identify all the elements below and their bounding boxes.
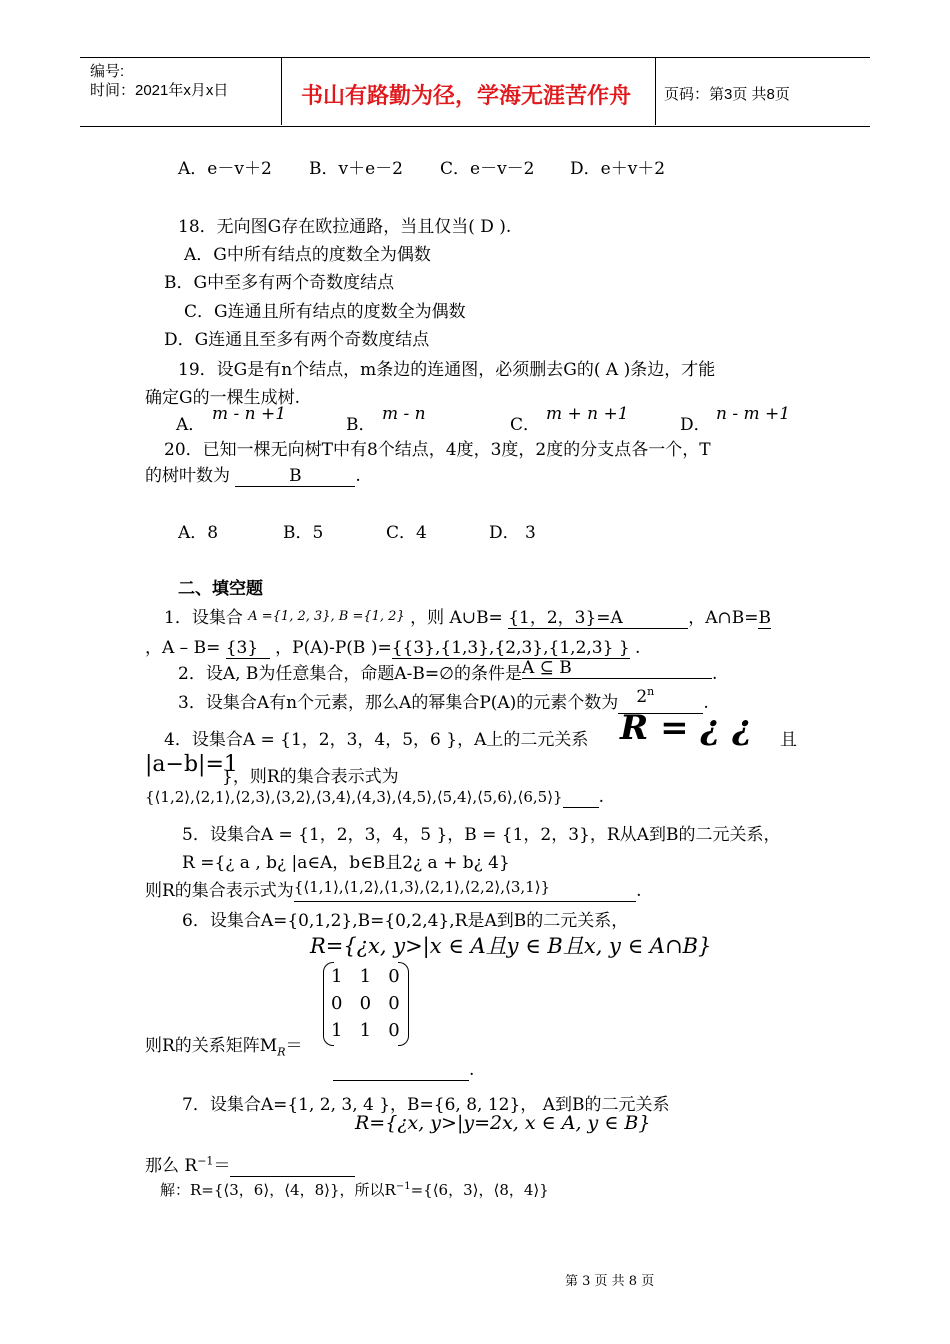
f7-line1: 7．设集合A={1, 2, 3, 4 }，B={6, 8, 12}， A到B的二元关系: [182, 1095, 670, 1115]
q19-option-c-label: C．: [510, 415, 541, 435]
f6-blank-line: [333, 1060, 474, 1081]
q18-option-c: C．G连通且所有结点的度数全为偶数: [184, 302, 466, 322]
f7-text: 那么 R: [145, 1156, 198, 1176]
f4-text: .: [598, 787, 604, 807]
q19-stem-cont: 确定G的一棵生成树.: [145, 388, 300, 408]
f4-blank: [563, 787, 599, 808]
q20-option-c: C．4: [386, 523, 427, 543]
q19-option-d: n - m +1: [716, 404, 791, 424]
q20-option-d: D． 3: [489, 523, 536, 543]
f6-definition: R={¿x, y>|x ∈ A且y ∈ B且x, y ∈ A∩B}: [310, 934, 712, 958]
q19-option-d-label: D．: [680, 415, 711, 435]
f1-sets: A ={1, 2, 3}, B ={1, 2}: [248, 609, 405, 624]
f3-text: .: [703, 693, 709, 713]
f5-line1: 5．设集合A = {1，2，3，4，5 }，B = {1，2，3}，R从A到B的二元关系，: [182, 825, 781, 845]
f6-text: .: [469, 1060, 475, 1080]
f4-and: 且: [780, 730, 797, 750]
f5-answer-text: {⟨1,1⟩,⟨1,2⟩,⟨1,3⟩,⟨2,1⟩,⟨2,2⟩,⟨3,1⟩}: [293, 878, 551, 896]
f1-text: ，P(A)-P(B )=: [275, 638, 392, 658]
q17-option-a: A．e－v＋2: [178, 159, 272, 179]
f1-line1: [164, 603, 771, 629]
f1-text: ，A – B=: [145, 638, 221, 658]
serial-label: 编号:: [90, 63, 125, 80]
f4-condition: |a−b|=1: [145, 752, 238, 777]
q17-option-c: C．e－v－2: [440, 159, 535, 179]
q20-period: .: [355, 466, 361, 486]
f3-text: 3．设集合A有n个元素，那么A的幂集合P(A)的元素个数为: [178, 693, 619, 713]
q19-option-c: m + n +1: [546, 404, 629, 424]
q19-option-b: m - n: [382, 404, 426, 424]
f7-line2: [145, 1151, 355, 1177]
q18-stem: 18．无向图G存在欧拉通路，当且仅当( D ).: [178, 217, 512, 237]
f5-def: R ={¿ a , b¿ |a∈A，b∈B且2¿ a + b¿ 4}: [182, 853, 510, 873]
q19-option-a: m - n +1: [212, 404, 287, 424]
f6-text: ＝: [285, 1036, 303, 1056]
q19-option-a-label: A．: [176, 415, 206, 435]
q20-stem: 20．已知一棵无向树T中有8个结点，4度，3度，2度的分支点各一个，T: [164, 440, 711, 460]
f7-sol-sup: −1: [395, 1181, 411, 1192]
f4-relation-symbol: [620, 708, 752, 748]
f4-line2: }，则R的集合表示式为: [222, 767, 399, 787]
matrix-row: 1 1 0: [331, 1020, 400, 1041]
f2-answer: A ⊆ B: [522, 658, 712, 679]
f1-text: .: [635, 638, 641, 658]
q20-text: 的树叶数为: [145, 466, 230, 486]
f1-answer-diff: {3}: [226, 638, 270, 659]
f2-line: [178, 659, 717, 685]
f5-line3: [145, 876, 642, 902]
f4-relation: R = ¿ ¿: [620, 708, 753, 748]
f2-text: 2．设A, B为任意集合，命题A-B=∅的条件是: [178, 664, 522, 684]
f1-answer-power-diff: {{3},{1,3},{2,3},{1,2,3} }: [391, 638, 630, 658]
q20-answer: B: [235, 466, 355, 487]
q17-option-d: D．e＋v＋2: [570, 159, 666, 179]
f4-text: 4．设集合A = {1，2，3，4，5，6 }，A上的二元关系: [164, 730, 589, 750]
f6-text: 则R的关系矩阵M: [145, 1036, 278, 1056]
f1-text: 1．设集合: [164, 608, 243, 628]
f6-blank: [333, 1060, 469, 1081]
f1-text: ，A∩B=: [688, 608, 759, 628]
f5-text: 则R的集合表示式为: [145, 881, 294, 901]
header-divider: [655, 57, 656, 125]
q18-option-a: A．G中所有结点的度数全为偶数: [184, 245, 431, 265]
f4-line1: [164, 725, 588, 750]
q19-stem: 19．设G是有n个结点，m条边的连通图，必须删去G的( A )条边，才能: [178, 360, 716, 380]
q17-option-b: B．v＋e－2: [309, 159, 403, 179]
f7-definition: R={¿x, y>|y=2x, x ∈ A, y ∈ B}: [355, 1112, 651, 1134]
f7-text: ＝: [213, 1156, 231, 1176]
f6-line1: 6．设集合A={0,1,2},B={0,2,4},R是A到B的二元关系，: [182, 911, 629, 931]
f1-line2: [145, 633, 640, 659]
f7-sol-text: 解：R={⟨3，6⟩，⟨4，8⟩}，所以R: [160, 1181, 396, 1199]
f5-text: .: [636, 881, 642, 901]
f7-sup: −1: [197, 1154, 214, 1168]
f7-sol-text: ={⟨6，3⟩，⟨8，4⟩}: [410, 1181, 549, 1199]
motto: 书山有路勤为径，学海无涯苦作舟: [301, 83, 632, 109]
f6-line2: [145, 1031, 303, 1058]
section-title: 二、填空题: [178, 579, 263, 599]
f3-answer-base: 2: [636, 687, 648, 707]
q20-stem-cont: [145, 461, 361, 487]
f1-answer-intersection: B: [758, 608, 771, 628]
f5-answer: [293, 878, 636, 902]
f4-line3: [145, 787, 604, 808]
page-info: 页码：第3页 共8页: [664, 86, 790, 103]
f5-definition: [182, 848, 510, 873]
q18-option-b: B．G中至多有两个奇数度结点: [164, 273, 395, 293]
f7-blank: [230, 1156, 355, 1177]
matrix-row: 0 0 0: [331, 993, 400, 1014]
q19-option-b-label: B．: [346, 415, 376, 435]
f6-sub: R: [277, 1045, 286, 1059]
header-divider: [281, 57, 282, 125]
f3-answer-exp: n: [647, 685, 655, 699]
f1-text: ，则 A∪B=: [410, 608, 503, 628]
f6-matrix: [323, 962, 409, 1044]
page-footer: 第 3 页 共 8 页: [565, 1274, 655, 1289]
q18-option-d: D．G连通且至多有两个奇数度结点: [164, 330, 430, 350]
f4-answer: {⟨1,2⟩,⟨2,1⟩,⟨2,3⟩,⟨3,2⟩,⟨3,4⟩,⟨4,3⟩,⟨4,5⟩,⟨5,4⟩,⟨5,6⟩,⟨6,5⟩}: [145, 788, 563, 806]
matrix-row: 1 1 0: [331, 966, 400, 987]
f2-text: .: [711, 664, 718, 684]
q20-option-b: B．5: [283, 523, 324, 543]
q20-option-a: A．8: [178, 523, 219, 543]
f7-solution: [160, 1179, 549, 1200]
f1-answer-union: {1，2，3}=A: [508, 603, 688, 629]
date-label: 时间：2021年x月x日: [90, 82, 229, 99]
